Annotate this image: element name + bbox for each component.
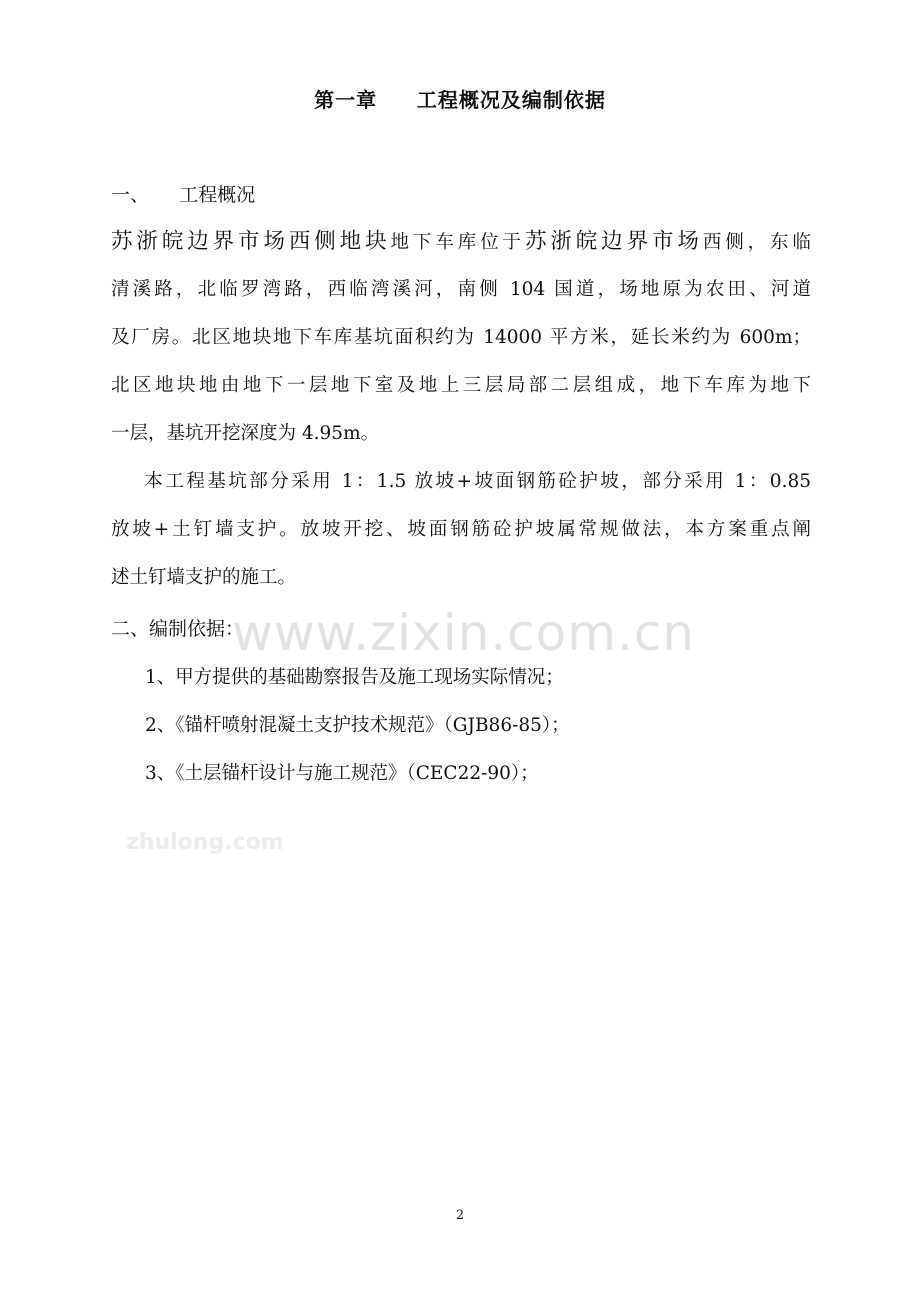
method-line-2: 放坡+土钉墙支护。放坡开挖、坡面钢筋砼护坡属常规做法，本方案重点阐 xyxy=(111,519,811,540)
watermark-secondary: zhulong.com xyxy=(126,830,284,855)
basis-item-1: 1、甲方提供的基础勘察报告及施工现场实际情况； xyxy=(145,667,564,688)
basis-item-3: 3、《土层锚杆设计与施工规范》（CEC22-90）； xyxy=(145,763,539,784)
overview-paragraph xyxy=(111,218,811,458)
overview-line-1-seg-1: 苏浙皖边界市场西侧地块 xyxy=(111,229,391,254)
section-heading-overview: 一、 工程概况 xyxy=(111,184,256,206)
overview-line-1 xyxy=(111,218,811,266)
overview-line-1-seg-3: 苏浙皖边界市场 xyxy=(524,229,703,254)
method-paragraph xyxy=(111,458,811,602)
page-number: 2 xyxy=(455,1208,465,1223)
method-line-3: 述土钉墙支护的施工。 xyxy=(111,567,297,588)
overview-line-1-seg-4: 西侧，东临 xyxy=(702,232,811,253)
overview-line-5: 一层，基坑开挖深度为 4.95m。 xyxy=(111,423,380,444)
section-heading-basis: 二、编制依据： xyxy=(111,618,245,640)
basis-item-2: 2、《锚杆喷射混凝土支护技术规范》（GJB86-85）； xyxy=(145,715,570,736)
overview-line-3: 及厂房。北区地块地下车库基坑面积约为 14000 平方米，延长米约为 600m； xyxy=(111,327,811,348)
watermark: www.zixin.com.cn xyxy=(232,604,696,662)
overview-line-2: 清溪路，北临罗湾路，西临湾溪河，南侧 104 国道，场地原为农田、河道 xyxy=(111,279,811,300)
method-line-1: 本工程基坑部分采用 1：1.5 放坡+坡面钢筋砼护坡，部分采用 1：0.85 xyxy=(111,471,811,492)
chapter-title: 第一章 工程概况及编制依据 xyxy=(314,88,606,112)
overview-line-4: 北区地块地由地下一层地下室及地上三层局部二层组成，地下车库为地下 xyxy=(111,375,811,396)
overview-line-1-seg-2: 地下车库位于 xyxy=(390,232,525,253)
